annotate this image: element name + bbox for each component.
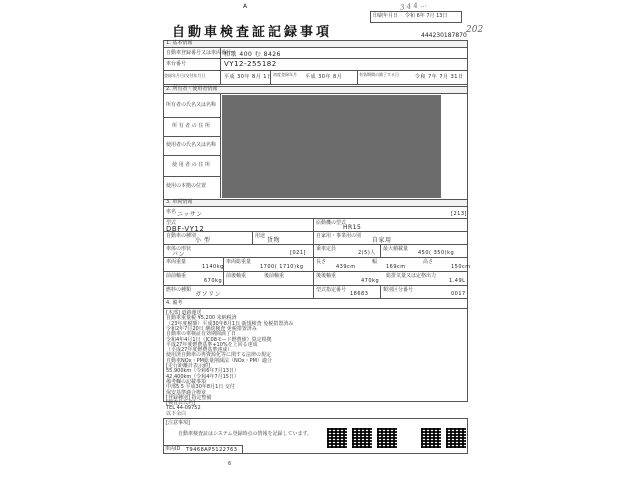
record-id-label: 車両ID — [165, 446, 181, 452]
body-label: 車体の形状 — [166, 246, 192, 252]
qr-code-1 — [327, 428, 347, 448]
remarks-line: 中部5.5 平成30年8月1日 交付 — [166, 384, 235, 391]
kind-value: 小 型 — [195, 237, 211, 244]
remarks-line: 自動車NOx・PM総量削減法（NOx・PM）適合 — [166, 357, 272, 364]
remarks-line: 平成27年度燃費基準+10%を上回る達成 — [166, 341, 258, 348]
qr-code-2 — [352, 428, 372, 448]
remarks-line: 55,900km（令和6年7月13日） — [166, 368, 239, 375]
notice-label: [注意事項] — [166, 420, 190, 426]
length-label: 長さ — [316, 259, 327, 265]
front-axle2-label: 前後軸重 — [226, 273, 247, 279]
kind-label: 自動車の種別 — [166, 233, 197, 239]
fuel-value: ガソリン — [195, 291, 222, 298]
body-code: [021] — [290, 250, 306, 256]
model-value: DBF-VY12 — [166, 225, 205, 233]
first-year-value: 平成 30年 8月 — [305, 74, 343, 80]
gross-value: 1700( 1710)kg — [260, 264, 304, 270]
user-name-label: 使用者の氏名又は名称 — [166, 142, 217, 148]
vin-value: VY12-255182 — [224, 60, 277, 68]
owner-address-label: 所 有 者 の 住 所 — [172, 123, 210, 129]
use-label: 用途 — [255, 233, 266, 239]
private-label: 自家用・事業用の別 — [316, 233, 362, 239]
expiry-label: 有効期間の満了する日 — [359, 72, 399, 77]
section-owner-title: 2. 所有者・使用者情報 — [166, 86, 218, 92]
remarks-line: 自動車重量税 ¥5,200 未納税済 — [166, 315, 237, 322]
remarks-line: [木部] 道路運送 — [166, 310, 202, 316]
remarks-line: 令和2年7月20日 継続検査 免税措置済み — [166, 325, 257, 332]
remarks-line: 備考欄の記載事項 — [166, 378, 207, 385]
marker: A — [243, 3, 248, 10]
type-no-value: 18683 — [350, 291, 369, 297]
capacity-value: 2(5)人 — [358, 250, 376, 256]
engine-label: 原動機の型式 — [316, 220, 347, 226]
issue-date-value: 令和 6年 7月 13日 — [405, 13, 448, 19]
capacity-label: 乗車定員 — [316, 246, 337, 252]
height-value: 150cm — [451, 264, 471, 270]
rear-axle2-value: 470kg — [361, 278, 380, 284]
record-id-value: T9468AP5122763 — [186, 447, 238, 453]
first-reg-value: 平成 30年 8月 1日 — [224, 74, 273, 80]
handwritten-number: 202 — [466, 25, 484, 35]
vin-label: 車台番号 — [166, 61, 187, 67]
qr-code-3 — [377, 428, 397, 448]
maxload-value: 450( 350)kg — [418, 250, 455, 256]
remarks-line: 保安基準適合標章 — [166, 389, 207, 396]
remarks-line: [検査員氏名] — [166, 400, 195, 407]
use-value: 貨物 — [267, 237, 281, 244]
reg-number-value: 和歌 400 む 8426 — [224, 51, 281, 58]
maker-label: 車名 — [166, 209, 177, 215]
document-number: 444230187870 — [421, 32, 467, 39]
notice-text: 自動車検査証はシステム登録時点の情報を記録しています。 — [178, 431, 313, 437]
weight-label: 車両重量 — [166, 259, 187, 265]
maker-value: ニッサン — [177, 211, 203, 218]
height-label: 高さ — [423, 259, 434, 265]
qr-code-4 — [421, 428, 441, 448]
remarks-line: 使用済自動車の再資源化等に関する法律の規定 — [166, 352, 272, 359]
issue-date-label: 印刷年月日 — [373, 13, 399, 19]
reg-number-label: 自動車登録番号又は車両番号 — [166, 50, 232, 56]
section-basic-title: 1. 基本情報 — [166, 40, 193, 46]
length-value: 439cm — [336, 264, 356, 270]
front-axle-value: 670kg — [204, 278, 223, 284]
expiry-value: 令和 7年 7月 31日 — [415, 74, 464, 80]
engine-value: HR15 — [343, 224, 362, 231]
first-reg-label: 登録年月日/交付年月日 — [164, 73, 206, 78]
remarks-line: 令和4年4月1日（JC08モード燃費値）算定根拠 — [166, 336, 272, 343]
class-no-label: 類別区分番号 — [383, 287, 414, 293]
maxload-label: 最大積載量 — [383, 246, 409, 252]
redacted-owner-info — [222, 95, 441, 198]
disp-label: 総排気量又は定格出力 — [386, 273, 437, 279]
fuel-label: 燃料の種類 — [166, 287, 192, 293]
base-location-label: 使用の本拠の位置 — [166, 183, 207, 189]
private-value: 自家用 — [372, 237, 392, 244]
rear-axle2-label: 後後軸重 — [316, 273, 337, 279]
maker-code: [213] — [451, 211, 467, 217]
type-no-label: 型式指定番号 — [316, 287, 347, 293]
section-basic-header — [163, 40, 468, 48]
user-address-label: 使 用 者 の 住 所 — [172, 162, 210, 168]
qr-code-5 — [446, 428, 466, 448]
remarks-line: （23年度税額）平成30年8月1日 新規検査 免税措置済み — [166, 320, 294, 327]
model-label: 型式 — [166, 220, 177, 226]
owner-name-label: 所有者の氏名又は名称 — [166, 102, 217, 108]
remarks-line: TEL 44-09752 — [166, 405, 201, 412]
page-title: 自動車検査証記録事項 — [172, 25, 333, 40]
body-value: バン — [172, 251, 186, 258]
width-label: 幅 — [372, 259, 378, 265]
class-no-value: 0017 — [451, 291, 466, 297]
disp-value: 1.49L — [449, 278, 466, 284]
remarks-line: 42,400km（令和4年7月15日） — [166, 373, 239, 380]
width-value: 169cm — [386, 264, 406, 270]
remarks-line: （平成27年度燃費基準達成） — [166, 347, 233, 354]
handwritten-note: 3 4 4 ... — [399, 0, 428, 12]
section-remarks-title: 4. 備考 — [166, 300, 183, 306]
gross-label: 車両総重量 — [226, 259, 252, 265]
remarks-line: 以下余白 — [166, 410, 187, 417]
page-mark: 6 — [228, 461, 232, 467]
section-vehicle-header — [163, 199, 468, 207]
remarks-line: [登録種別] 指定整備 — [166, 394, 212, 401]
first-year-label: 初度登録年月 — [273, 72, 297, 77]
front-axle-label: 前前軸重 — [166, 273, 187, 279]
weight-value: 1140kg — [202, 264, 224, 270]
section-vehicle-title: 3. 車両情報 — [166, 199, 193, 205]
remarks-line: [走行距離計表示値] — [166, 363, 210, 369]
remarks-line: 自動車の車検証有効期間満了日 — [166, 331, 237, 338]
rear-axle-label: 後前軸重 — [264, 273, 285, 279]
